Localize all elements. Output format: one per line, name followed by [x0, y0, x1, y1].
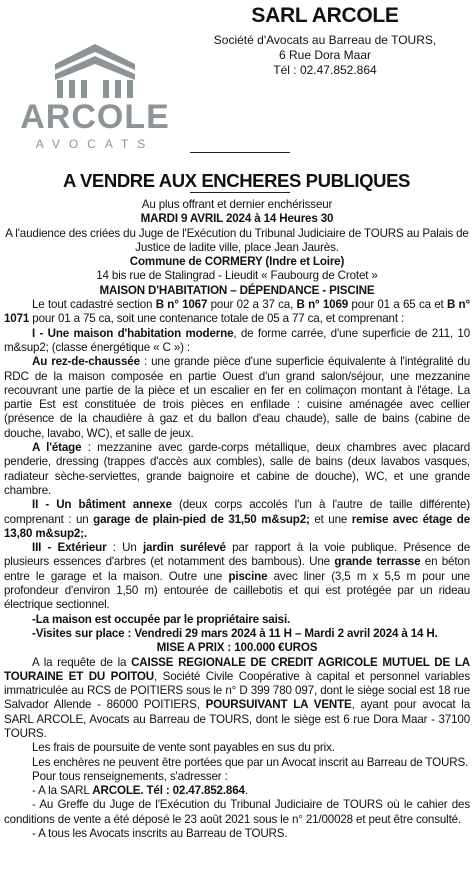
logo-subtitle: AVOCATS [35, 137, 155, 151]
poursuivant: POURSUIVANT LA VENTE [205, 698, 352, 712]
commune: Commune de CORMERY (Indre et Loire) [129, 255, 345, 269]
maison-lead: I - Une maison d'habitation moderne [32, 326, 234, 340]
rdc-text: : une grande pièce d'une superficie équivalente à l'intégralité du RDC de la maison composée en partie Ouest d'un grand salon/séjour, une mezzanine recouvrant une partie de la pièce et un escalier en fer en colimaçon montant à l'étage. La partie Est est constituée de trois pièces en enfilade : cuisine aménagée avec cellier (présence de la chaudière à gaz et du ballon d'eau chaude), salle de bains (cabine de douche, lavabo, WC), et salle de jeux. [4, 355, 471, 440]
annexe-paragraph [4, 498, 470, 541]
terrasse: grande terrasse [334, 555, 421, 569]
creditor-name: CAISSE REGIONALE DE CREDIT AGRICOLE MUTUEL DE LA TOURAINE ET DU POITOU [4, 655, 470, 683]
notice-body [4, 198, 470, 841]
firm-line-1: Société d'Avocats au Barreau de TOURS, [213, 33, 437, 47]
requete-paragraph [4, 656, 470, 742]
annexe-lead: II - Un bâtiment annexe [32, 498, 172, 512]
firm-line-2: 6 Rue Dora Maar [278, 48, 372, 62]
arcole-logo [10, 42, 180, 154]
contact-text: . [244, 784, 248, 798]
visits-note: -Visites sur place : Vendredi 29 mars 2024 à 11 H – Mardi 2 avril 2024 à 14 H. [32, 626, 438, 640]
garage-area: garage de plain-pied de 31,50 m&sup2; [93, 512, 310, 526]
renseignements-heading: Pour tous renseignements, s'adresser : [32, 769, 228, 783]
audience-text: A l'audience des criées du Juge de l'Exécution du Tribunal Judiciaire de TOURS au Palais de Justice de ladite ville, place Jean Jaurès. [5, 226, 469, 254]
annexe-text: et une [309, 512, 352, 526]
exterieur-lead: III - Extérieur [32, 541, 107, 555]
etage-paragraph [4, 441, 470, 498]
auction-date: MARDI 9 AVRIL 2024 à 14 Heures 30 [140, 212, 334, 226]
contact-greffe: - Au Greffe du Juge de l'Exécution du Tribunal Judiciaire de TOURS où le cahier des conditions de vente a été déposé le 23 août 2021 sous le n° 21/00028 et peut être consulté. [4, 798, 470, 826]
firm-name: SARL ARCOLE [251, 4, 399, 27]
cadastre-paragraph [4, 298, 470, 327]
exterieur-text: avec liner (3,5 m x 5,5 m pour une profondeur d'environ 1,50 m) entourée de caillebotis et qui est protégée par un rideau électrique sectionnel. [4, 569, 470, 612]
requete-text: , Société Civile Coopérative à capital et personnel variables immatriculée au RCS de POITIERS sous le n° D 399 780 097, dont le siège social est 18 rue Salvador Allende - 86000 POITIERS, [4, 669, 470, 712]
cadastre-text: pour 01 a 75 ca, soit une contenance totale de 05 a 77 ca, et comprenant : [29, 312, 405, 326]
exterieur-text: : Un [106, 541, 143, 555]
piscine: piscine [228, 569, 268, 583]
requete-text: A la requête de la [32, 655, 132, 669]
reserve-price: MISE A PRIX : 100.000 €UROS [156, 641, 318, 655]
occupation-note: -La maison est occupée par le propriétaire saisi. [32, 612, 291, 626]
etage-text: : mezzanine avec garde-corps métallique, deux chambres avec placard penderie, dressing (trappes d'accès aux combles), salle de bains (deux lavabos vasques, radiateur sèche-serviettes, grande baignoire et cabine de douche), WC, et une grande chambre. [4, 441, 471, 497]
title-divider [190, 192, 290, 193]
etage-lead: A l'étage [32, 441, 82, 455]
cadastre-text: Le tout cadastré section [32, 298, 156, 312]
frais-note: Les frais de poursuite de vente sont payables en sus du prix. [32, 741, 335, 755]
remise-area: remise avec étage de 13,80 m&sup2;. [4, 512, 470, 540]
exterieur-text: par rapport à la voie publique. Présence de plusieurs essences d'arbres (et notamment des bambous). Une [4, 541, 470, 569]
cadastre-text: pour 02 a 37 ca, [207, 298, 297, 312]
parcel-1071: B n° 1071 [4, 298, 470, 326]
top-divider [190, 152, 290, 153]
annexe-text: (deux corps accolés l'un à l'autre de taille différente) comprenant : un [4, 498, 470, 526]
contact-text: - A la SARL [32, 784, 93, 798]
property-address: 14 bis rue de Stalingrad - Lieudit « Faubourg de Crotet » [96, 269, 378, 283]
exterieur-paragraph [4, 541, 470, 612]
logo-word: ARCOLE [20, 98, 170, 136]
property-type: MAISON D'HABITATION – DÉPENDANCE - PISCINE [99, 283, 375, 297]
maison-paragraph [4, 327, 470, 356]
contact-phone: ARCOLE. Tél : 02.47.852.864 [92, 784, 245, 798]
contact-sarl [4, 784, 470, 798]
parcel-1067: B n° 1067 [155, 298, 208, 312]
maison-text: , de forme carrée, d'une superficie de 211, 10 m&sup2; (classe énergétique « C ») : [4, 326, 470, 354]
contact-avocats: - A tous les Avocats inscrits au Barreau de TOURS. [32, 827, 288, 841]
jardin: jardin surélevé [142, 541, 226, 555]
encheres-note: Les enchères ne peuvent être portées que par un Avocat inscrit au Barreau de TOURS. [32, 755, 469, 769]
parcel-1069: B n° 1069 [296, 298, 349, 312]
bidder-line: Au plus offrant et dernier enchérisseur [141, 198, 333, 211]
firm-line-3: Tél : 02.47.852.864 [273, 63, 377, 77]
cadastre-text: pour 01 a 65 ca et [348, 298, 447, 312]
rdc-paragraph [4, 355, 470, 441]
firm-header [185, 4, 465, 78]
rdc-lead: Au rez-de-chaussée [32, 355, 140, 369]
requete-text: , ayant pour avocat la SARL ARCOLE, Avocats au Barreau de TOURS, dont le siège est 6 rue Dora Maar - 37100 TOURS. [4, 698, 470, 740]
exterieur-text: en béton entre le garage et la maison. Outre une [4, 555, 471, 583]
page-title: A VENDRE AUX ENCHERES PUBLIQUES [62, 170, 411, 191]
